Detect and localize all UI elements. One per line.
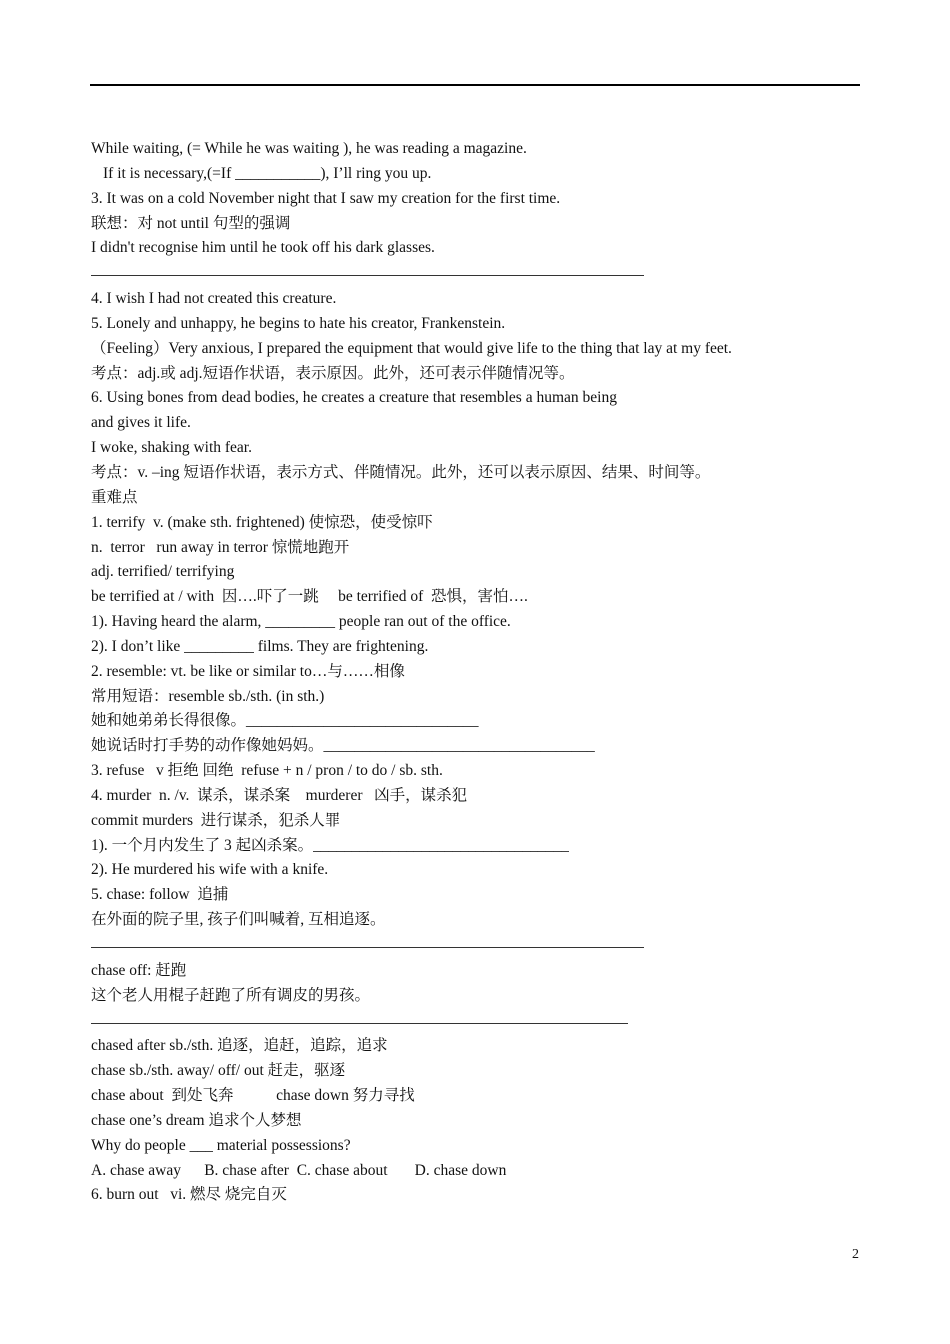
text-line: 4. I wish I had not created this creature. [91,290,337,308]
text-line: be terrified at / with 因….吓了一跳 be terrified of 恐惧，害怕…. [91,588,528,606]
text-line: 常用短语：resemble sb./sth. (in sth.) [91,687,325,705]
answer-options: A. chase away B. chase after C. chase about D. chase down [91,1161,507,1179]
text-line: Why do people ___ material possessions? [91,1136,351,1154]
text-line: While waiting, (= While he was waiting ), he was reading a magazine. [91,140,527,157]
text-line: 2. resemble: vt. be like or similar to…与……相像 [91,662,405,680]
text-line: 她和她弟弟长得很像。______________________________ [91,712,479,730]
text-line: （Feeling）Very anxious, I prepared the equipment that would give life to the thing that lay at my feet. [91,339,732,357]
text-line: chase sb./sth. away/ off/ out 赶走，驱逐 [91,1062,346,1080]
answer-blank-line [91,933,644,948]
text-line: 5. Lonely and unhappy, he begins to hate his creator, Frankenstein. [91,314,506,332]
text-line: chased after sb./sth. 追逐，追赶，追踪，追求 [91,1037,388,1055]
text-line: 6. burn out vi. 燃尽 烧完自灭 [91,1186,287,1204]
answer-blank-line [91,1009,628,1024]
text-line: 1. terrify v. (make sth. frightened) 使惊恐，使受惊吓 [91,513,433,531]
page-number: 2 [852,1247,859,1262]
text-line: If it is necessary,(=If ___________), I’ll ring you up. [103,164,432,182]
text-line: 6. Using bones from dead bodies, he creates a creature that resembles a human being [91,389,617,407]
text-line: n. terror run away in terror 惊慌地跑开 [91,538,350,556]
section-heading: 重难点 [91,488,138,506]
text-line: I woke, shaking with fear. [91,439,252,457]
text-line: chase off: 赶跑 [91,961,187,979]
header-rule [90,84,860,86]
text-line: 她说话时打手势的动作像她妈妈。___________________________________ [91,737,595,755]
text-line: 5. chase: follow 追捕 [91,886,229,904]
text-line: 考点：adj.或 adj.短语作状语，表示原因。此外，还可表示伴随情况等。 [91,364,575,382]
text-line: 3. It was on a cold November night that I saw my creation for the first time. [91,189,561,207]
text-line: 3. refuse v 拒绝 回绝 refuse + n / pron / to do / sb. sth. [91,762,443,780]
text-line: I didn't recognise him until he took off his dark glasses. [91,239,435,257]
text-line: chase one’s dream 追求个人梦想 [91,1111,302,1129]
text-line: 这个老人用棍子赶跑了所有调皮的男孩。 [91,986,371,1004]
text-line: 1). Having heard the alarm, _________ people ran out of the office. [91,613,511,631]
text-line: 考点：v. –ing 短语作状语，表示方式、伴随情况。此外，还可以表示原因、结果、时间等。 [91,463,711,481]
answer-blank-line [91,261,644,276]
text-line: 2). He murdered his wife with a knife. [91,861,329,879]
text-line: commit murders 进行谋杀，犯杀人罪 [91,811,341,829]
text-line: chase about 到处飞奔 chase down 努力寻找 [91,1087,415,1105]
text-line: 在外面的院子里, 孩子们叫喊着, 互相追逐。 [91,911,386,929]
document-body [91,137,871,1208]
text-line: 1). 一个月内发生了 3 起凶杀案。_________________________________ [91,836,569,854]
text-line: and gives it life. [91,414,191,432]
text-line: adj. terrified/ terrifying [91,563,235,581]
text-line: 联想：对 not until 句型的强调 [91,214,291,232]
text-line: 2). I don’t like _________ films. They are frightening. [91,637,429,655]
text-line: 4. murder n. /v. 谋杀，谋杀案 murderer 凶手，谋杀犯 [91,786,468,804]
